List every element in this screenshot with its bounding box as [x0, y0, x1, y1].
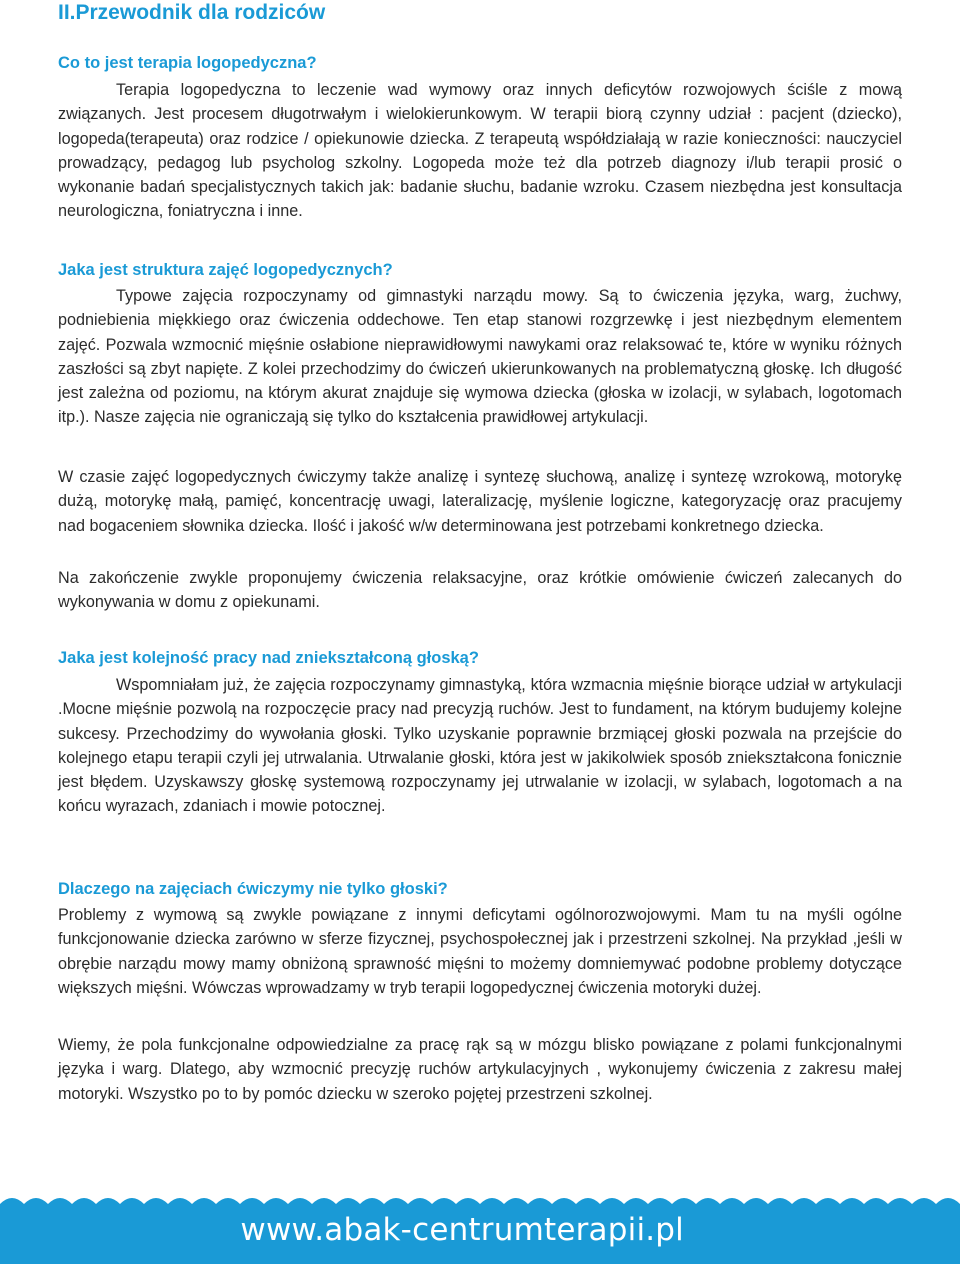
website-url[interactable]: www.abak-centrumterapii.pl — [240, 1212, 684, 1248]
section-heading-what-is-therapy: Co to jest terapia logopedyczna? — [58, 54, 317, 72]
paragraph-sound-order: Wspomniałam już, że zajęcia rozpoczynamy gimnastyką, która wzmacnia mięśnie biorące udział w artykulacji .Mocne mięśnie pozwolą na rozpoczęcie pracy nad precyzją ruchów. Jest to fundament, na którym budujemy kolejne sukcesy. Przechodzimy do wywołania głoski. Tylko uzyskanie poprawnie brzmiącej głoski pozwala na przejście do kolejnego etapu terapii czyli jej utrwalania. Utrwalanie głoski, która jest w jakikolwiek sposób zniekształcona fonicznie jest błędem. Uzyskawszy głoskę systemową rozpoczynamy jej utrwalanie w izolacji, w sylabach, logotomach a na końcu wyrazach, zdaniach i mowie potocznej. — [58, 676, 902, 816]
section-heading-not-only-sounds: Dlaczego na zajęciach ćwiczymy nie tylko głoski? — [58, 880, 448, 898]
paragraph-class-structure-2: W czasie zajęć logopedycznych ćwiczymy także analizę i syntezę słuchową, analizę i syntezę wzrokową, motorykę dużą, motorykę małą, pamięć, koncentrację uwagi, lateralizację, myślenie logiczne, kategoryzację oraz pracujemy nad bogaceniem słownika dziecka. Ilość i jakość w/w determinowana jest potrzebami konkretnego dziecka. — [58, 468, 902, 535]
paragraph-what-is-therapy: Terapia logopedyczna to leczenie wad wymowy oraz innych deficytów rozwojowych ściśle z mową związanych. Jest procesem długotrwałym i wielokierunkowym. W terapii biorą czynny udział : pacjent (dziecko), logopeda(terapeuta) oraz rodzice / opiekunowie dziecka. Z terapeutą współdziałają w razie konieczności: nauczyciel prowadzący, pedagog lub psycholog szkolny. Logopeda może też dla potrzeb diagnozy i/lub terapii prosić o wykonanie badań specjalistycznych takich jak: badanie słuchu, badanie wzroku. Czasem niezbędna jest konsultacja neurologiczna, foniatryczna i inne. — [58, 81, 902, 221]
chapter-title: II.Przewodnik dla rodziców — [58, 1, 326, 24]
paragraph-class-structure-3: Na zakończenie zwykle proponujemy ćwiczenia relaksacyjne, oraz krótkie omówienie ćwiczeń zalecanych do wykonywania w domu z opiekunami. — [58, 569, 902, 612]
footer-banner — [0, 1190, 960, 1264]
paragraph-class-structure-1: Typowe zajęcia rozpoczynamy od gimnastyki narządu mowy. Są to ćwiczenia języka, warg, żuchwy, podniebienia miękkiego oraz ćwiczenia oddechowe. Ten etap stanowi rozgrzewkę i jest niezbędnym elementem zajęć. Pozwala wzmocnić mięśnie osłabione nieprawidłowymi nawykami oraz relaksować te, które w wyniku różnych zaszłości są zbyt napięte. Z kolei przechodzimy do ćwiczeń ukierunkowanych na problematyczną głoskę. Ich długość jest zależna od poziomu, na którym akurat znajduje się wymowa dziecka (głoska w izolacji, w sylabach, logotomach itp.). Nasze zajęcia nie ograniczają się tylko do kształcenia prawidłowej artykulacji. — [58, 287, 902, 427]
paragraph-not-only-sounds-1: Problemy z wymową są zwykle powiązane z innymi deficytami ogólnorozwojowymi. Mam tu na myśli ogólne funkcjonowanie dziecka zarówno w sferze fizycznej, psychospołecznej jak i przestrzeni szkolnej. Na przykład ,jeśli w obrębie narządu mowy mamy obniżoną sprawność mięśni to możemy domniemywać podobne problemy dotyczące większych mięśni. Wówczas wprowadzamy w tryb terapii logopedycznej ćwiczenia motoryki dużej. — [58, 906, 902, 997]
section-heading-sound-order: Jaka jest kolejność pracy nad zniekształconą głoską? — [58, 649, 479, 667]
section-heading-class-structure: Jaka jest struktura zajęć logopedycznych? — [58, 261, 393, 279]
paragraph-not-only-sounds-2: Wiemy, że pola funkcjonalne odpowiedzialne za pracę rąk są w mózgu blisko powiązane z polami funkcjonalnymi języka i warg. Dlatego, aby wzmocnić precyzję ruchów artykulacyjnych , wykonujemy ćwiczenia z zakresu małej motoryki. Wszystko po to by pomóc dziecku w szeroko pojętej przestrzeni szkolnej. — [58, 1036, 902, 1103]
